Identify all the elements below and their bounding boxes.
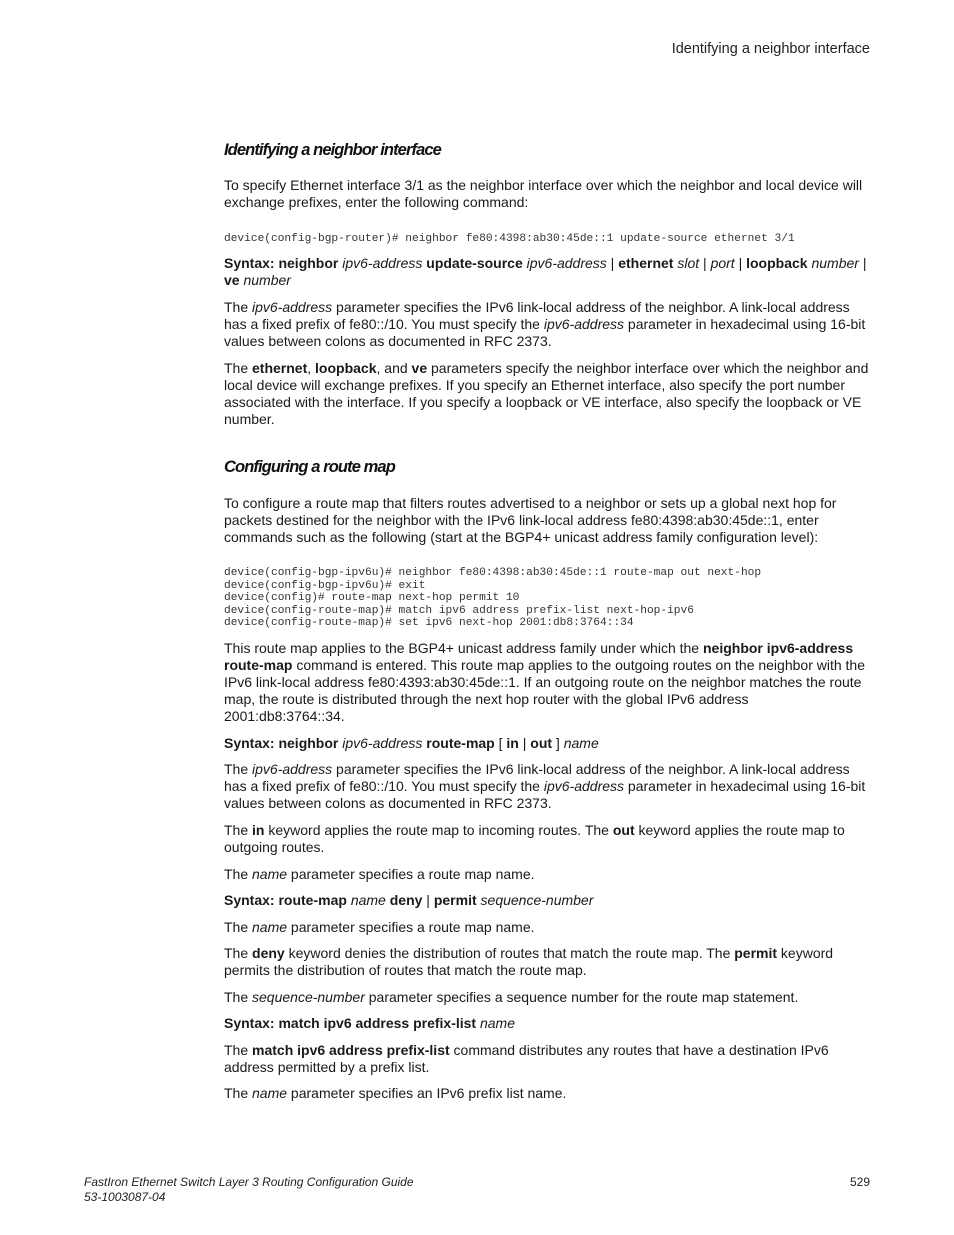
footer-doc-number: 53-1003087-04 xyxy=(84,1190,166,1204)
text-run: parameter in hexadecimal using 16-bit values between colons as documented in RFC 2373. xyxy=(224,316,866,349)
text-run: keyword applies the route map to outgoing routes. xyxy=(224,822,845,855)
text-run: keyword applies the route map to incoming routes. The xyxy=(264,822,613,838)
code-line: device(config-bgp-ipv6u)# exit xyxy=(224,579,426,592)
syntax-route-map xyxy=(224,892,872,909)
bold-term: neighbor ipv6-address route-map xyxy=(224,640,854,673)
italic-term: number xyxy=(239,272,291,288)
paragraph-ipv6-address xyxy=(224,299,872,350)
paragraph-ipv6-address-2 xyxy=(224,761,872,812)
italic-term: ipv6-address xyxy=(543,316,625,332)
paragraph-route-map-applies xyxy=(224,640,872,725)
text-run: | xyxy=(734,255,747,271)
text-run: parameter specifies a sequence number for the route map statement. xyxy=(364,989,799,1005)
bold-term: out xyxy=(530,735,553,751)
running-header: Identifying a neighbor interface xyxy=(671,41,870,57)
italic-term: ipv6-address xyxy=(342,735,423,751)
code-line: device(config-route-map)# set ipv6 next-hop 2001:db8:3764::34 xyxy=(224,617,634,629)
bold-term: Syntax: neighbor xyxy=(224,255,343,271)
italic-term: port xyxy=(710,255,735,271)
text-run: The xyxy=(224,299,253,315)
section-heading-neighbor-interface: Identifying a neighbor interface xyxy=(224,141,441,159)
code-update-source: device(config-bgp-router)# neighbor fe80:4398:ab30:45de::1 update-source ethernet 3/1 xyxy=(224,233,795,245)
text-run: The xyxy=(224,1042,253,1058)
italic-term: sequence-number xyxy=(476,892,594,908)
bold-term: update-source xyxy=(422,255,527,271)
text-run: The xyxy=(224,1085,253,1101)
text-run: This route map applies to the BGP4+ unicast address family under which the xyxy=(224,640,703,656)
bold-term: Syntax: route-map xyxy=(224,892,351,908)
italic-term: number xyxy=(807,255,859,271)
bold-term: permit xyxy=(734,945,778,961)
italic-term: name xyxy=(563,735,599,751)
text-run: | xyxy=(422,892,434,908)
bold-term: ve xyxy=(224,272,240,288)
text-run: , xyxy=(307,360,316,376)
bold-term: ethernet xyxy=(252,360,308,376)
paragraph-match-prefix-list xyxy=(224,1042,872,1076)
bold-term: ve xyxy=(411,360,428,376)
bold-term: route-map xyxy=(422,735,495,751)
page-footer xyxy=(84,1175,870,1205)
italic-term: ipv6-address xyxy=(342,255,423,271)
paragraph-sequence-number xyxy=(224,989,872,1006)
text-run: ] xyxy=(552,735,564,751)
text-run: parameter in hexadecimal using 16-bit values between colons as documented in RFC 2373. xyxy=(224,778,866,811)
paragraph-name-1 xyxy=(224,866,872,883)
bold-term: in xyxy=(506,735,519,751)
bold-term: ethernet xyxy=(618,255,674,271)
bold-term: permit xyxy=(433,892,477,908)
text-run: , and xyxy=(376,360,412,376)
paragraph-in-out xyxy=(224,822,872,856)
italic-term: name xyxy=(252,866,288,882)
text-run: The xyxy=(224,919,253,935)
text-run: command distributes any routes that have a destination IPv6 address permitted by a prefix list. xyxy=(224,1042,829,1075)
paragraph-interface-keywords xyxy=(224,360,872,428)
text-run: parameter specifies the IPv6 link-local address of the neighbor. A link-local address has a fixed prefix of fe80::/10. You must specify the xyxy=(224,299,850,332)
bold-term: match ipv6 address prefix-list xyxy=(252,1042,450,1058)
paragraph-name-3 xyxy=(224,1085,872,1102)
paragraph-name-2 xyxy=(224,919,872,936)
code-line: device(config)# route-map next-hop permit 10 xyxy=(224,592,520,604)
text-run: | xyxy=(699,255,711,271)
text-run: parameter specifies an IPv6 prefix list name. xyxy=(287,1085,567,1101)
text-run: command is entered. This route map applies to the outgoing routes on the neighbor with the IPv6 link-local address fe80:4393:ab30:45de::1. If an outgoing route on the neighbor matches the route map, the route is distributed through the next hop router with the global IPv6 address 2001:db8:3764::34. xyxy=(224,657,865,724)
text-run: | xyxy=(518,735,531,751)
text-run: The xyxy=(224,866,253,882)
text-run: The xyxy=(224,761,253,777)
text-run: | xyxy=(606,255,619,271)
paragraph-neighbor-intro: To specify Ethernet interface 3/1 as the neighbor interface over which the neighbor and local device will exchange prefixes, enter the following command: xyxy=(224,177,863,210)
bold-term: deny xyxy=(252,945,285,961)
text-run: parameters specify the neighbor interface over which the neighbor and local device will exchange prefixes. If you specify an Ethernet interface, also specify the port number associated with the interface. If you specify a loopback or VE interface, also specify the loopback or VE number. xyxy=(224,360,869,427)
syntax-neighbor-route-map xyxy=(224,735,872,752)
bold-term: deny xyxy=(385,892,423,908)
section-heading-route-map: Configuring a route map xyxy=(224,458,395,476)
footer-doc-title: FastIron Ethernet Switch Layer 3 Routing Configuration Guide xyxy=(84,1175,414,1189)
syntax-match-prefix-list xyxy=(224,1015,872,1032)
text-run: parameter specifies a route map name. xyxy=(287,919,535,935)
italic-term: name xyxy=(350,892,386,908)
text-run: keyword permits the distribution of routes that match the route map. xyxy=(224,945,834,978)
bold-term: Syntax: neighbor xyxy=(224,735,343,751)
syntax-update-source xyxy=(224,255,872,289)
text-run: The xyxy=(224,360,253,376)
code-line: device(config-route-map)# match ipv6 address prefix-list next-hop-ipv6 xyxy=(224,604,694,617)
italic-term: ipv6-address xyxy=(252,299,333,315)
paragraph-deny-permit xyxy=(224,945,872,979)
italic-term: name xyxy=(252,1085,288,1101)
code-line: device(config-bgp-ipv6u)# neighbor fe80:4398:ab30:45de::1 route-map out next-hop xyxy=(224,567,762,579)
bold-term: Syntax: match ipv6 address prefix-list xyxy=(224,1015,480,1031)
text-run: [ xyxy=(494,735,507,751)
text-run: keyword denies the distribution of routes that match the route map. The xyxy=(284,945,735,961)
bold-term: loopback xyxy=(315,360,377,376)
text-run: The xyxy=(224,945,253,961)
text-run: | xyxy=(858,255,867,271)
italic-term: ipv6-address xyxy=(543,778,625,794)
text-run: parameter specifies a route map name. xyxy=(287,866,535,882)
footer-page-number: 529 xyxy=(849,1175,870,1189)
bold-term: loopback xyxy=(746,255,808,271)
text-run: The xyxy=(224,989,253,1005)
text-run: The xyxy=(224,822,253,838)
paragraph-route-map-intro: To configure a route map that filters routes advertised to a neighbor or sets up a global next hop for packets destined for the neighbor with the IPv6 link-local address fe80:4398:ab30:45de::1, enter commands such as the following (start at the BGP4+ unicast address family configuration level): xyxy=(224,495,837,545)
italic-term: name xyxy=(252,919,288,935)
text-run: parameter specifies the IPv6 link-local address of the neighbor. A link-local address has a fixed prefix of fe80::/10. You must specify the xyxy=(224,761,850,794)
italic-term: sequence-number xyxy=(252,989,365,1005)
bold-term: in xyxy=(252,822,265,838)
italic-term: slot xyxy=(673,255,700,271)
italic-term: name xyxy=(479,1015,516,1031)
italic-term: ipv6-address xyxy=(252,761,333,777)
italic-term: ipv6-address xyxy=(526,255,607,271)
bold-term: out xyxy=(612,822,635,838)
code-route-map xyxy=(224,567,761,630)
